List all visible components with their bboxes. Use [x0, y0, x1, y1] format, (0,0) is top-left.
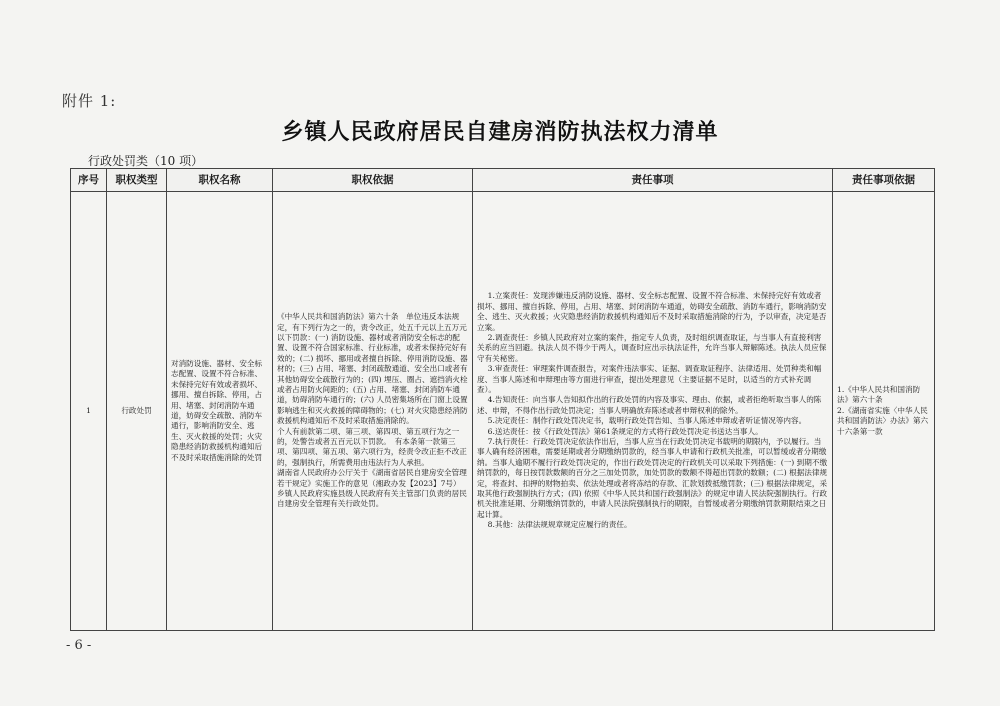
table-row	[71, 192, 935, 631]
row-type: 行政处罚	[107, 192, 167, 631]
row-ref	[833, 192, 935, 631]
page-number: - 6 -	[66, 638, 92, 653]
resp-item: 6.送达责任：按《行政处罚法》第61条规定的方式将行政处罚决定书送达当事人。	[487, 426, 763, 436]
row-resp	[473, 192, 833, 631]
ref-item: 1.《中华人民共和国消防法》第六十条	[837, 384, 921, 405]
category-label: 行政处罚类（10 项）	[88, 154, 204, 168]
basis-para: 个人有前款第二项、第三项、第四项、第五项行为之一的，处警告或者五百元以下罚款。 有本条第一款第三项、第四项、第五项、第六项行为，经责令改正拒不改正的，强制执行，所需费用由违法行为人承担。	[277, 426, 467, 467]
header-name: 职权名称	[167, 169, 273, 192]
basis-para: 湖南省人民政府办公厅关于《湖南省居民自建房安全管理若干规定》实施工作的意见（湘政办发【2023】7号）乡镇人民政府实施县级人民政府有关主管部门负责的居民自建房安全管理有关行政处罚。	[277, 468, 467, 509]
resp-item: 4.告知责任：向当事人告知拟作出的行政处罚的内容及事实、理由、依据，或者拒绝听取当事人的陈述、申辩，不得作出行政处罚决定；当事人明确放弃陈述或者申辩权利的除外。	[477, 395, 822, 415]
resp-item: 3.审查责任：审理案件调查报告，对案件违法事实、证据、调查取证程序、法律适用、处罚种类和幅度、当事人陈述和申辩理由等方面进行审查，提出处理意见（主要证据不足时，以适当的方式补充调查）。	[477, 364, 822, 394]
header-resp: 责任事项	[473, 169, 833, 192]
resp-item: 2.调查责任：乡镇人民政府对立案的案件，指定专人负责，及时组织调查取证，与当事人有直接利害关系的应当回避。执法人员不得少于两人，调查时应出示执法证件，允许当事人辩解陈述。执法人员应保守有关秘密。	[477, 332, 827, 363]
resp-item: 8.其他：法律法规规章规定应履行的责任。	[487, 520, 632, 530]
ref-item: 2.《湖南省实施〈中华人民共和国消防法〉办法》第六十六条第一款	[837, 405, 929, 436]
header-ref: 责任事项依据	[833, 169, 935, 192]
resp-item: 1.立案责任：发现涉嫌违反消防设施、器材、安全标志配置、设置不符合标准、未保持完好有效或者损坏、挪用、擅自拆除、停用，占用、堵塞、封闭消防车通道，妨碍安全疏散、消防车通行，影响消防安全、逃生、灭火救援；火灾隐患经消防救援机构通知后不及时采取措施消除的行为，予以审查，决定是否立案。	[477, 291, 827, 332]
header-no: 序号	[71, 169, 107, 192]
row-name: 对消防设施、器材、安全标志配置、设置不符合标准、未保持完好有效或者损坏、挪用、擅自拆除、停用，占用、堵塞、封闭消防车通道，妨碍安全疏散、消防车通行，影响消防安全、逃生、灭火救援的处罚；火灾隐患经消防救援机构通知后不及时采取措施消除的处罚	[167, 192, 273, 631]
basis-para: 《中华人民共和国消防法》第六十条 单位违反本法规定，有下列行为之一的，责令改正，处五千元以上五万元以下罚款：(一) 消防设施、器材或者消防安全标志的配置、设置不符合国家标准、行业标准，或者未保持完好有效的；(二) 损坏、挪用或者擅自拆除、停用消防设施、器材的；(三) 占用、堵塞、封闭疏散通道、安全出口或者有其他妨碍安全疏散行为的；(四) 埋压、圈占、遮挡消火栓或者占用防火间距的；(五) 占用、堵塞、封闭消防车通道，妨碍消防车通行的；(六) 人员密集场所在门窗上设置影响逃生和灭火救援的障碍物的；(七) 对火灾隐患经消防救援机构通知后不及时采取措施消除的。	[277, 312, 468, 426]
power-list-table	[70, 168, 935, 631]
row-no: 1	[71, 192, 107, 631]
resp-item: 5.决定责任：制作行政处罚决定书，载明行政处罚告知、当事人陈述申辩或者听证情况等内容。	[487, 416, 807, 426]
header-type: 职权类型	[107, 169, 167, 192]
header-basis: 职权依据	[273, 169, 473, 192]
row-basis	[273, 192, 473, 631]
page-title: 乡镇人民政府居民自建房消防执法权力清单	[281, 120, 719, 145]
table-header-row	[71, 169, 935, 192]
attachment-label: 附件 1:	[62, 92, 117, 110]
resp-item: 7.执行责任：行政处罚决定依法作出后，当事人应当在行政处罚决定书载明的期限内，予以履行。当事人确有经济困难，需要延期或者分期缴纳罚款的，经当事人申请和行政机关批准，可以暂缓或者分期缴纳。当事人逾期不履行行政处罚决定的，作出行政处罚决定的行政机关可以采取下列措施：(一) 到期不缴纳罚款的，每日按罚款数额的百分之三加处罚款，加处罚款的数额不得超出罚款的数额；(二) 根据法律规定，将查封、扣押的财物拍卖、依法处理或者将冻结的存款、汇款划拨抵缴罚款；(三) 根据法律规定，采取其他行政强制执行方式；(四) 依照《中华人民共和国行政强制法》的规定申请人民法院强制执行。行政机关批准延期、分期缴纳罚款的，申请人民法院强制执行的期限，自暂缓或者分期缴纳罚款期限结束之日起计算。	[477, 437, 828, 519]
